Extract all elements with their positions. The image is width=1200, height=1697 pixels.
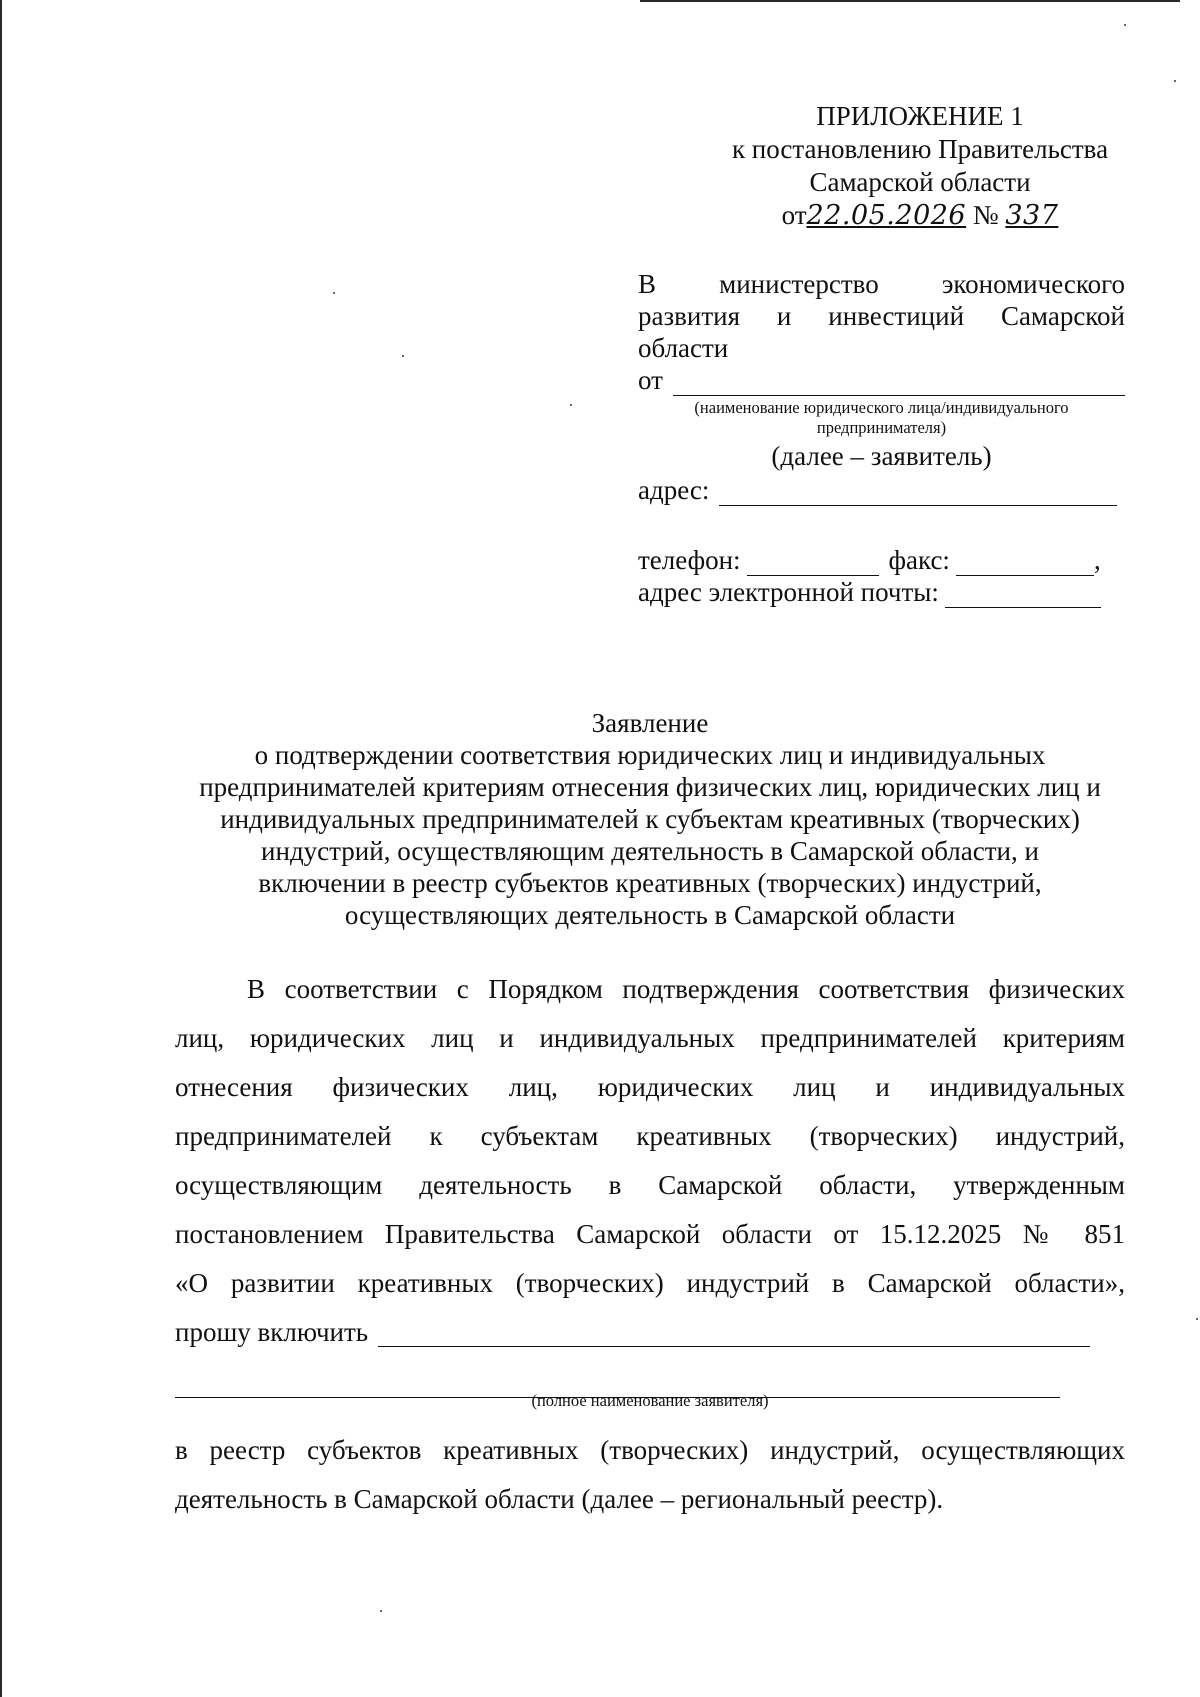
- email-row: [638, 576, 1125, 608]
- fax-suffix: ,: [1093, 545, 1101, 575]
- body-line: отнесения физических лиц, юридических лиц и индивидуальных: [175, 1072, 1125, 1102]
- from-field[interactable]: [673, 371, 1125, 396]
- appendix-line-2: Самарской области: [809, 167, 1031, 197]
- statement-body: [175, 965, 1125, 1524]
- statement-subtitle-line: осуществляющих деятельность в Самарской области: [344, 900, 956, 930]
- scan-speck: [1124, 24, 1126, 26]
- statement-subtitle-line: о подтверждении соответствия юридических лиц и индивидуальных: [254, 740, 1046, 770]
- request-row: [175, 1308, 1125, 1357]
- request-label: прошу включить: [175, 1317, 369, 1347]
- scan-speck: [570, 404, 572, 406]
- appendix-title: ПРИЛОЖЕНИЕ 1: [816, 101, 1024, 131]
- addressee-block: [638, 268, 1125, 608]
- body-line: осуществляющим деятельность в Самарской области, утвержденным: [175, 1170, 1125, 1200]
- decree-date-number: [700, 199, 1140, 232]
- scan-edge-top: [640, 0, 1180, 2]
- phone-field[interactable]: [747, 551, 879, 576]
- appendix-line-1: к постановлению Правительства: [731, 134, 1109, 164]
- number-prefix: №: [972, 200, 999, 230]
- from-caption-2: предпринимателя): [816, 418, 947, 437]
- scan-speck: [333, 292, 335, 294]
- address-field[interactable]: [719, 481, 1117, 506]
- email-label: адрес электронной почты:: [638, 577, 939, 607]
- address-label: адрес:: [638, 475, 710, 505]
- phone-fax-row: [638, 544, 1125, 576]
- body-line: «О развитии креативных (творческих) индустрий в Самарской области»,: [175, 1268, 1125, 1298]
- appendix-header: [700, 100, 1140, 232]
- scan-speck: [1196, 1318, 1198, 1320]
- body-line: лиц, юридических лиц и индивидуальных предпринимателей критериям: [175, 1023, 1125, 1053]
- from-caption-1: (наименование юридического лица/индивидуального: [694, 398, 1069, 417]
- body-after-line: в реестр субъектов креативных (творческих) индустрий, осуществляющих: [175, 1435, 1125, 1465]
- decree-date: 22.05.2026: [806, 200, 967, 231]
- body-after-line: деятельность в Самарской области (далее – региональный реестр).: [175, 1484, 944, 1514]
- applicant-caption: (полное наименование заявителя): [531, 1391, 769, 1410]
- scan-speck: [1174, 80, 1176, 82]
- date-prefix: от: [781, 200, 807, 230]
- applicant-note: (далее – заявитель): [771, 441, 992, 471]
- statement-subtitle-line: индивидуальных предпринимателей к субъектам креативных (творческих): [220, 804, 1080, 834]
- scan-edge-left: [0, 0, 2, 1697]
- body-line: В соответствии с Порядком подтверждения соответствия физических: [247, 974, 1125, 1004]
- fax-label: факс:: [888, 545, 950, 575]
- statement-subtitle-line: индустрий, осуществляющим деятельность в Самарской области, и: [261, 836, 1039, 866]
- statement-title: Заявление: [591, 708, 709, 738]
- statement-subtitle-line: предпринимателей критериям отнесения физических лиц, юридических лиц и: [199, 772, 1101, 802]
- addressee-line-2: развития и инвестиций Самарской: [638, 301, 1125, 331]
- applicant-name-field[interactable]: [378, 1322, 1090, 1347]
- address-row: [638, 474, 1125, 506]
- addressee-line-3: области: [638, 333, 729, 363]
- addressee-line-1: В министерство экономического: [638, 269, 1125, 299]
- statement-title-block: [150, 707, 1150, 931]
- body-line: предпринимателей к субъектам креативных (творческих) индустрий,: [175, 1121, 1125, 1151]
- from-label: от: [638, 365, 663, 395]
- scan-speck: [402, 355, 404, 357]
- decree-number: 337: [1005, 200, 1059, 231]
- fax-field[interactable]: [956, 551, 1094, 576]
- email-field[interactable]: [945, 583, 1101, 608]
- statement-subtitle-line: включении в реестр субъектов креативных (творческих) индустрий,: [258, 868, 1042, 898]
- body-line: постановлением Правительства Самарской области от 15.12.2025 № 851: [175, 1219, 1125, 1249]
- from-row: [638, 364, 1125, 396]
- phone-label: телефон:: [638, 545, 741, 575]
- scan-speck: [380, 1610, 382, 1612]
